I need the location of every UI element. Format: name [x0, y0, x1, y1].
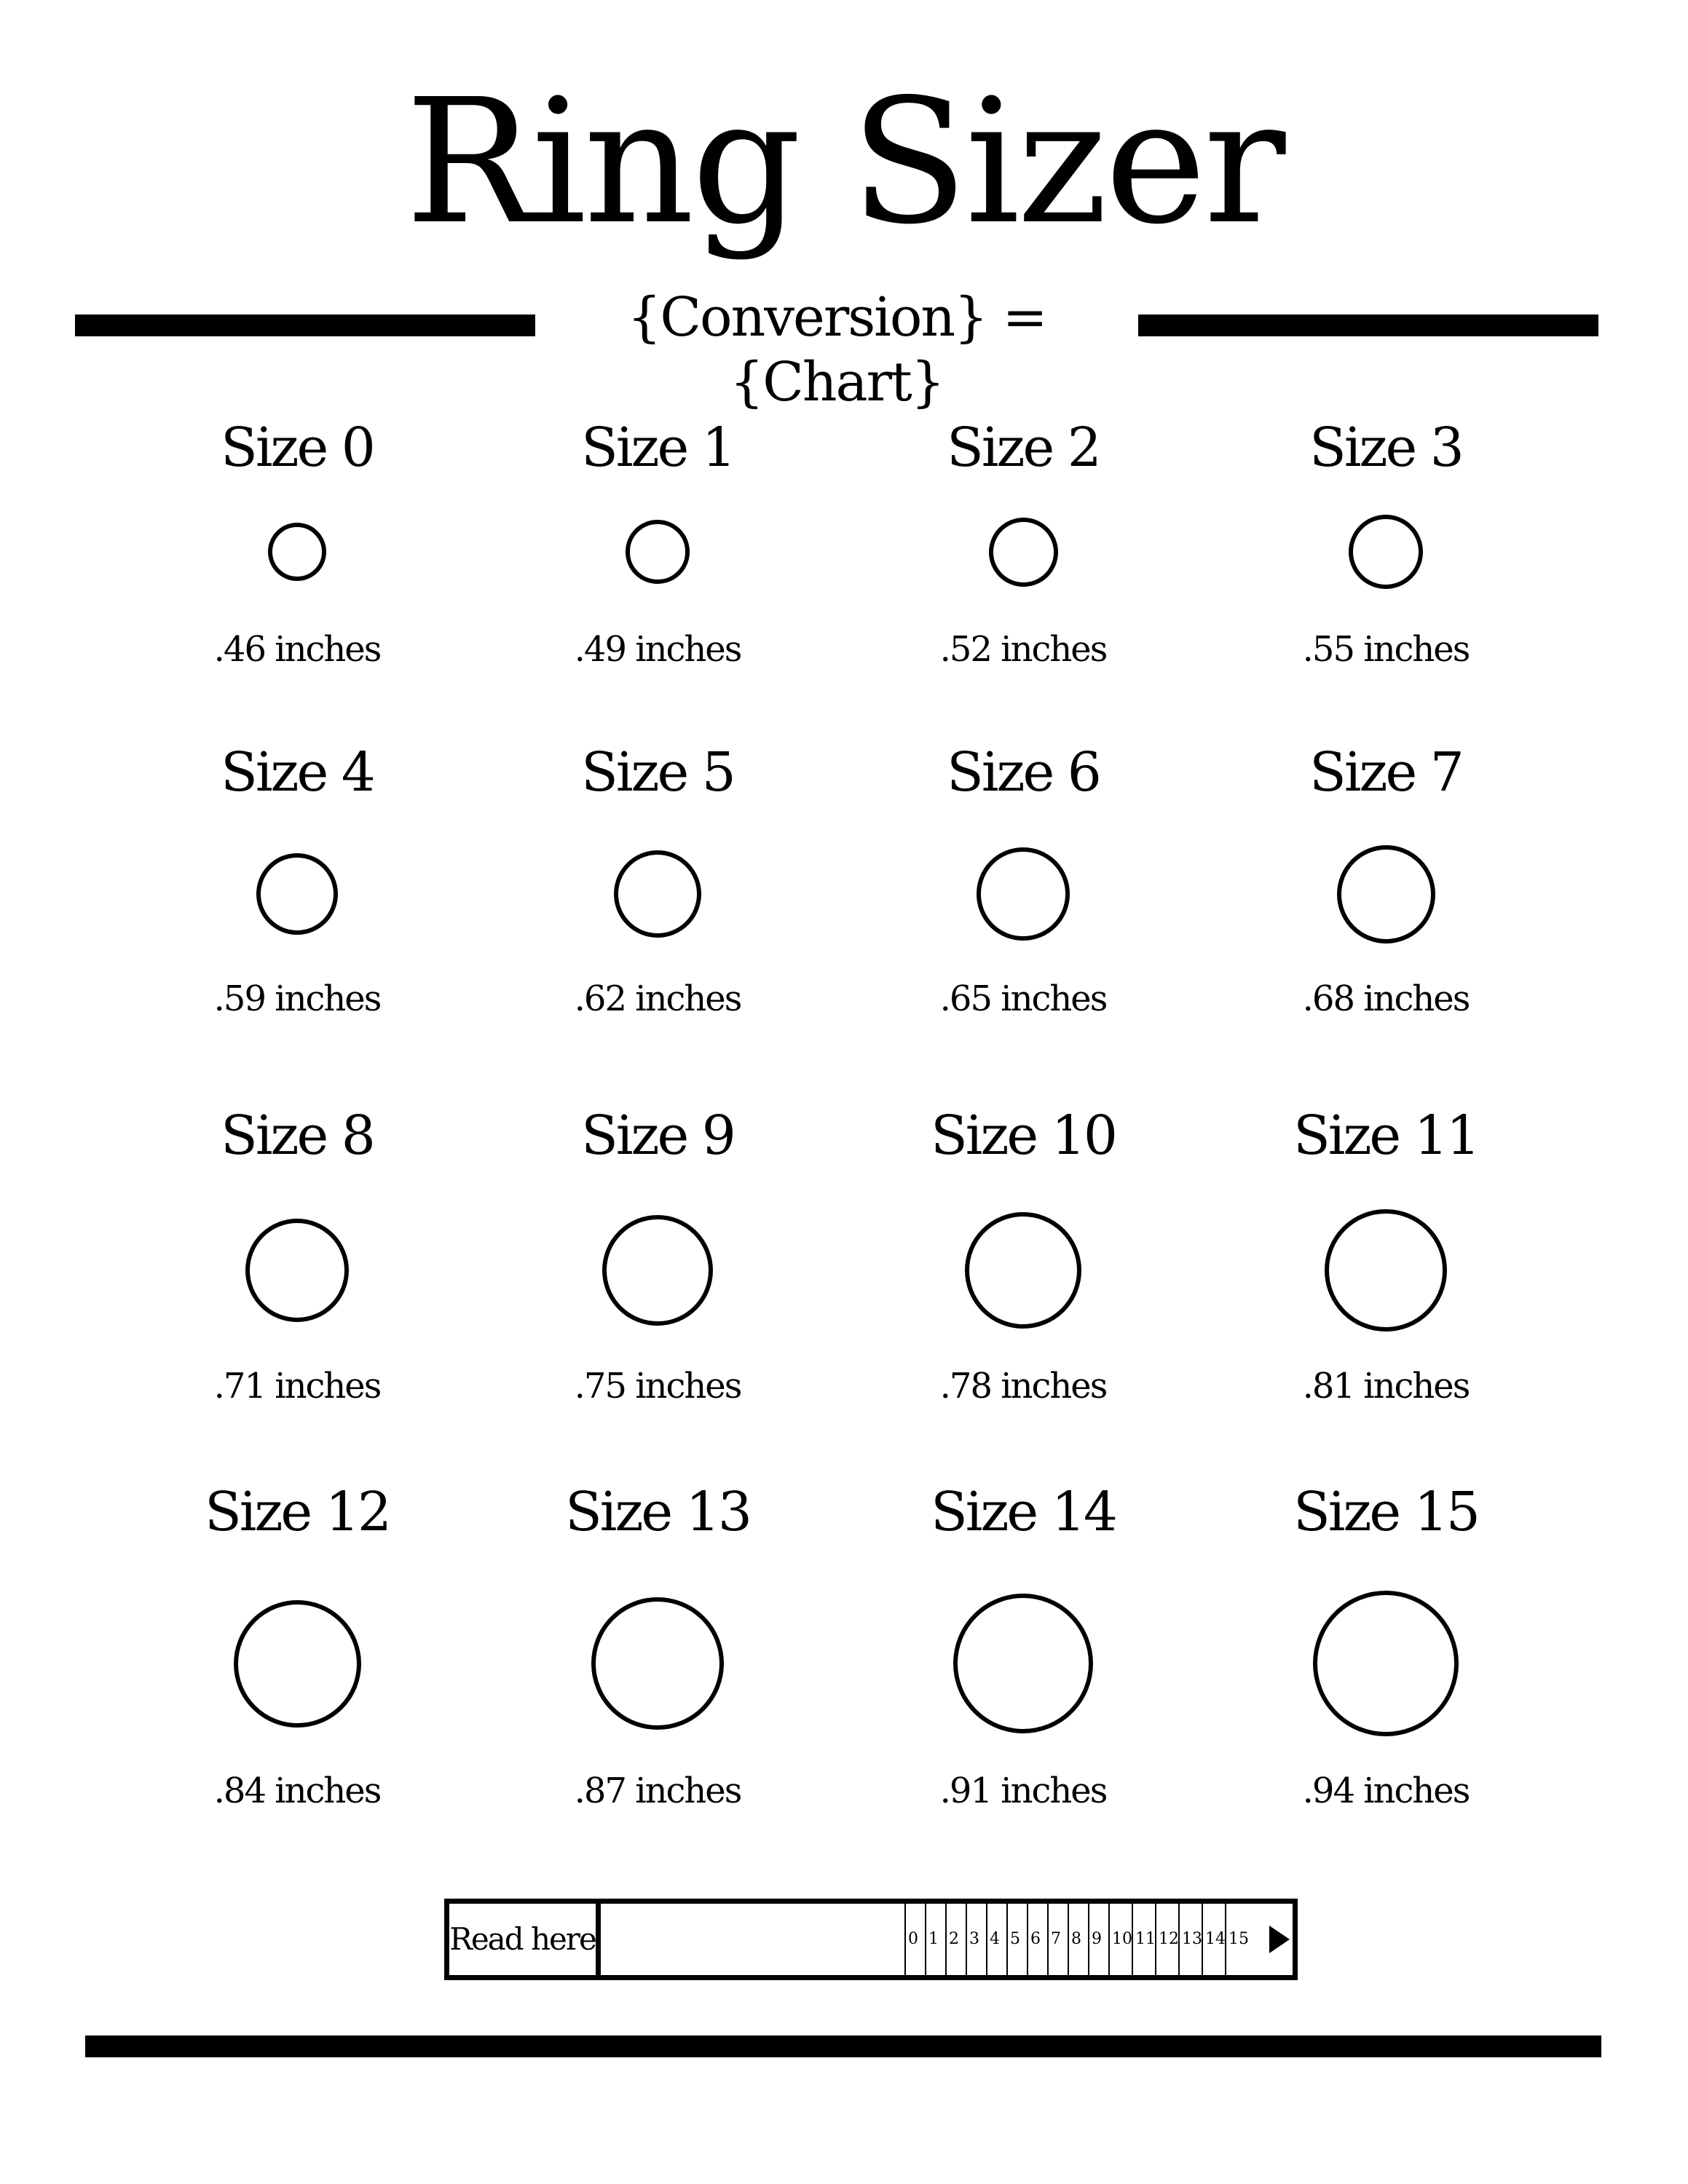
- size-label: Size 10: [931, 1104, 1116, 1167]
- size-label: Size 2: [947, 416, 1100, 479]
- page-subtitle: {Conversion} = {Chart}: [627, 286, 1046, 414]
- inch-label: .59 inches: [213, 978, 381, 1019]
- ring-circle: [1337, 845, 1435, 943]
- ring-circle: [989, 518, 1058, 587]
- ruler-tick: 4: [986, 1904, 1006, 1975]
- size-label: Size 8: [221, 1104, 374, 1167]
- ring-circle: [234, 1600, 361, 1728]
- ruler-tick: 7: [1047, 1904, 1068, 1975]
- size-label: Size 7: [1309, 741, 1462, 804]
- inch-label: .68 inches: [1302, 978, 1470, 1019]
- ruler-tick: 6: [1027, 1904, 1047, 1975]
- inch-label: .65 inches: [939, 978, 1107, 1019]
- ring-circle: [626, 520, 690, 584]
- ruler-tick: 12: [1155, 1904, 1178, 1975]
- ruler-tick: 9: [1088, 1904, 1108, 1975]
- ruler-tick: 13: [1178, 1904, 1202, 1975]
- ruler-tick: 10: [1108, 1904, 1132, 1975]
- ring-circle: [245, 1219, 350, 1323]
- ruler-tick: 11: [1132, 1904, 1155, 1975]
- inch-label: .94 inches: [1302, 1770, 1470, 1811]
- size-label: Size 3: [1309, 416, 1462, 479]
- size-label: Size 4: [221, 741, 374, 804]
- ruler-tick: 5: [1006, 1904, 1027, 1975]
- header-rule-left: [75, 314, 535, 336]
- size-label: Size 1: [581, 416, 734, 479]
- inch-label: .81 inches: [1302, 1366, 1470, 1406]
- size-label: Size 5: [581, 741, 734, 804]
- ruler-tick: 14: [1202, 1904, 1225, 1975]
- ring-circle: [1349, 515, 1424, 590]
- inch-label: .46 inches: [213, 629, 381, 670]
- size-label: Size 6: [947, 741, 1100, 804]
- inch-label: .91 inches: [939, 1770, 1107, 1811]
- ring-sizer-ruler: [444, 1899, 1298, 1980]
- header-rule-right: [1138, 314, 1598, 336]
- ruler-tick: 0: [904, 1904, 925, 1975]
- inch-label: .49 inches: [574, 629, 741, 670]
- inch-label: .87 inches: [574, 1770, 741, 1811]
- inch-label: .55 inches: [1302, 629, 1470, 670]
- page-title: Ring Sizer: [405, 62, 1283, 262]
- ring-circle: [614, 850, 701, 938]
- inch-label: .75 inches: [574, 1366, 741, 1406]
- ring-circle: [591, 1597, 725, 1730]
- inch-label: .52 inches: [939, 629, 1107, 670]
- inch-label: .62 inches: [574, 978, 741, 1019]
- ring-circle: [268, 523, 326, 581]
- size-label: Size 9: [581, 1104, 734, 1167]
- size-label: Size 13: [565, 1481, 750, 1543]
- ruler-tick: 15: [1225, 1904, 1254, 1975]
- footer-rule: [85, 2035, 1601, 2057]
- ring-circle: [965, 1212, 1081, 1329]
- ruler-tick: 3: [966, 1904, 986, 1975]
- read-here-label: Read here: [449, 1904, 601, 1975]
- ruler-tick: 2: [945, 1904, 966, 1975]
- inch-label: .78 inches: [939, 1366, 1107, 1406]
- size-label: Size 0: [221, 416, 374, 479]
- ruler-tick: 8: [1068, 1904, 1088, 1975]
- ring-circle: [1325, 1209, 1447, 1332]
- size-label: Size 12: [205, 1481, 390, 1543]
- size-label: Size 15: [1293, 1481, 1478, 1543]
- size-label: Size 14: [931, 1481, 1116, 1543]
- ring-circle: [977, 847, 1070, 941]
- ring-circle: [602, 1215, 714, 1326]
- ruler-tick: 1: [925, 1904, 945, 1975]
- arrow-right-icon: [1269, 1926, 1290, 1953]
- inch-label: .71 inches: [213, 1366, 381, 1406]
- ring-circle: [1313, 1591, 1459, 1736]
- size-label: Size 11: [1293, 1104, 1478, 1167]
- ring-circle: [256, 853, 339, 935]
- inch-label: .84 inches: [213, 1770, 381, 1811]
- ring-circle: [953, 1594, 1094, 1734]
